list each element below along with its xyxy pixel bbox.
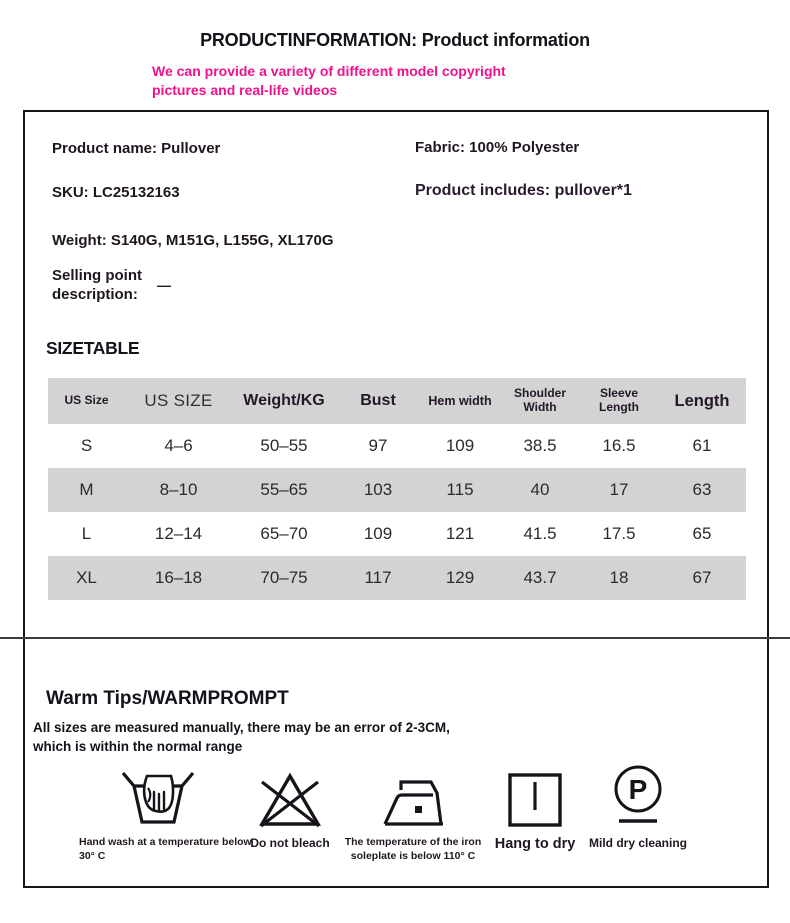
cell: 109 [363,524,393,543]
page-title: PRODUCTINFORMATION: Product information [200,30,590,50]
column-header-length: Length [658,378,746,424]
column-header-weight: Weight/KG [232,378,336,424]
care-item-do-not-bleach [228,764,352,851]
cell: 17.5 [602,524,636,543]
column-header-us-size-2: US SIZE [125,378,232,424]
cell: 38.5 [523,436,557,455]
cell: 55–65 [232,468,336,512]
cell: 67 [658,556,746,600]
table-row-s [48,424,746,468]
cell: 4–6 [164,436,193,455]
care-label-line1: Mild dry cleaning [588,836,687,850]
cell: 61 [692,436,712,455]
product-name: Product name: Pullover [52,140,221,157]
cell: 121 [445,524,475,543]
column-header-sleeve-length: Sleeve Length [580,378,658,424]
selling-point-label [52,266,168,304]
page-subtitle-line1: We can provide a variety of different model copyright [152,63,506,79]
product-sku: SKU: LC25132163 [52,184,180,201]
mild-dry-cleaning-icon [575,764,701,828]
care-item-iron-low [337,764,489,863]
iron-low-temperature-icon [337,764,489,828]
product-includes: Product includes: pullover*1 [415,182,632,199]
cell: 63 [658,468,746,512]
column-header-hem-width: Hem width [420,378,500,424]
cell: S [80,436,93,455]
warm-tips-note-line2: which is within the normal range [33,738,243,754]
cell: 16–18 [125,556,232,600]
care-instructions [25,764,767,882]
cell: 70–75 [232,556,336,600]
cell: 109 [445,436,475,455]
product-weight: Weight: S140G, M151G, L155G, XL170G [52,232,334,249]
dry-clean-letter: P [628,774,648,805]
section-divider [0,637,790,639]
care-label-line1: Hand wash at a temperature below [79,836,252,848]
warm-tips-note [33,719,450,756]
cell: 43.7 [500,556,580,600]
cell: 12–14 [154,524,203,543]
page-subtitle-line2: pictures and real-life videos [152,82,338,98]
care-item-mild-dry-cleaning [575,764,701,851]
cell: 103 [336,468,420,512]
column-header-us-size: US Size [48,378,125,424]
cell: 117 [336,556,420,600]
cell: 115 [420,468,500,512]
column-header-bust: Bust [336,378,420,424]
cell: 129 [420,556,500,600]
selling-point-label-line2: description: [52,286,138,303]
care-label-line1: The temperature of the iron [344,836,482,848]
cell: 18 [580,556,658,600]
product-info-panel [23,110,769,888]
page-subtitle [152,62,506,100]
cell: 40 [500,468,580,512]
size-table-header-row [48,378,746,424]
cell: L [81,524,92,543]
cell: XL [48,556,125,600]
table-row-xl [48,556,746,600]
cell: 8–10 [125,468,232,512]
do-not-bleach-icon [228,764,352,828]
size-table-heading: SIZETABLE [46,338,140,358]
cell: 16.5 [602,436,636,455]
cell: 65 [692,524,712,543]
cell: 97 [368,436,388,455]
size-table [48,378,746,600]
cell: 41.5 [523,524,557,543]
cell: M [48,468,125,512]
product-fabric: Fabric: 100% Polyester [415,139,580,156]
table-row-m [48,468,746,512]
cell: 50–55 [260,436,308,455]
care-label-line2: soleplate is below 110° C [350,850,476,863]
table-row-l [48,512,746,556]
cell: 17 [580,468,658,512]
care-label-line1: Do not bleach [250,836,330,850]
selling-point-label-line1: Selling point [52,267,142,284]
care-label-line2: 30° C [79,850,106,863]
warm-tips-heading: Warm Tips/WARMPROMPT [46,688,289,709]
selling-point-value: — [157,277,171,293]
care-label-line1: Hang to dry [494,836,576,852]
cell: 65–70 [260,524,308,543]
warm-tips-note-line1: All sizes are measured manually, there may be an error of 2-3CM, [33,720,450,735]
column-header-shoulder-width: Shoulder Width [500,378,580,424]
